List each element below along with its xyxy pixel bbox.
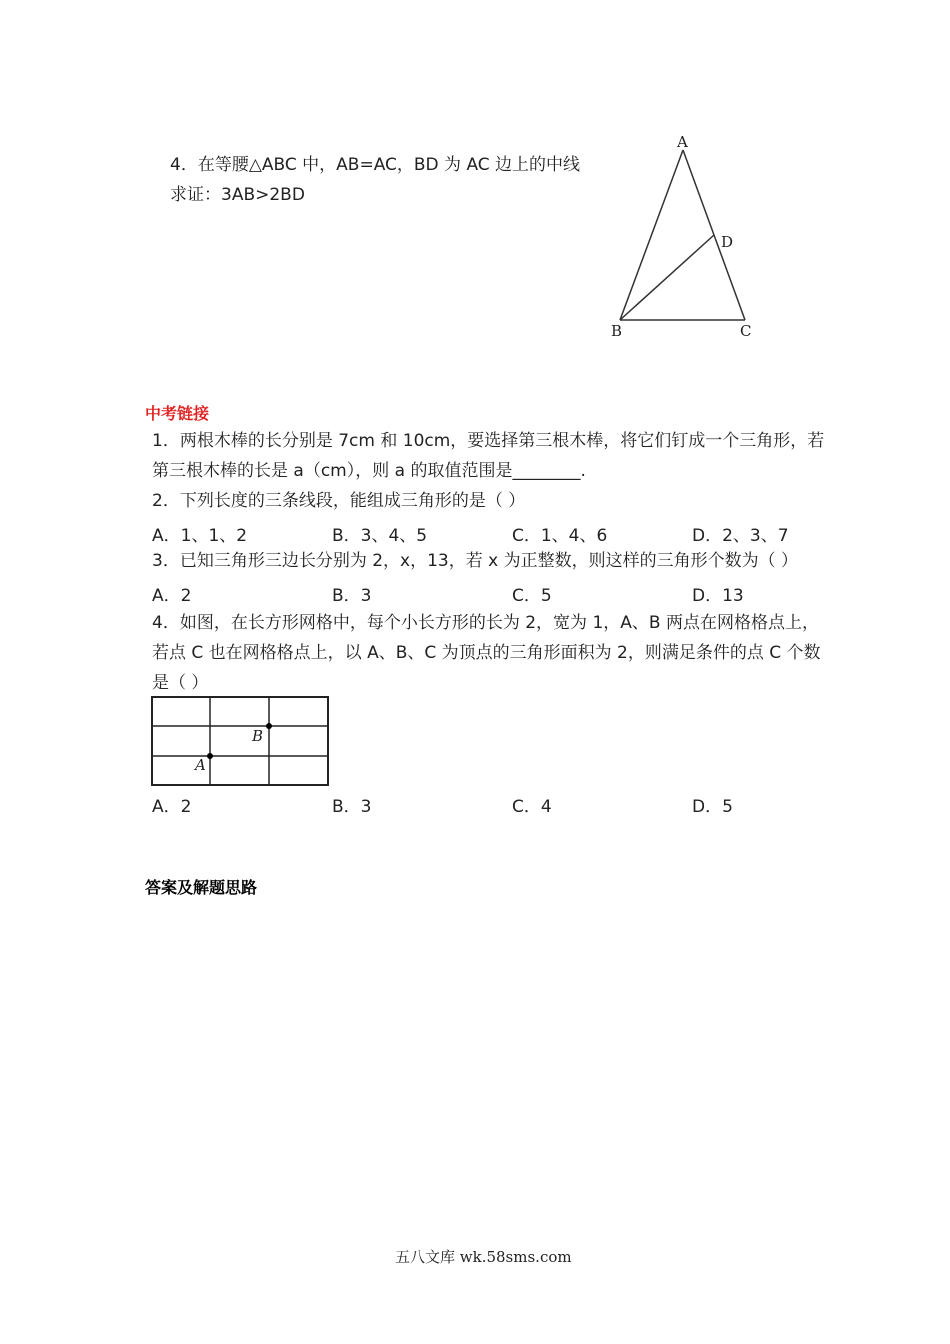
point-b <box>266 723 272 729</box>
label-grid-a: A <box>195 756 206 774</box>
q2-option-d: D．2、3、7 <box>692 526 789 546</box>
q3-option-d: D．13 <box>692 586 744 606</box>
label-a: A <box>677 133 688 151</box>
grid-border <box>152 697 328 785</box>
q4-line-3: 是（ ） <box>152 673 209 693</box>
isosceles-triangle-figure <box>600 130 770 345</box>
footer-watermark: 五八文库 wk.58sms.com <box>395 1248 572 1266</box>
q1-line-1: 1．两根木棒的长分别是 7cm 和 10cm，要选择第三根木棒，将它们钉成一个三角形，若 <box>152 431 825 451</box>
q4-option-d: D．5 <box>692 797 733 817</box>
median-bd <box>620 235 714 320</box>
q3-option-a: A．2 <box>152 586 192 606</box>
q2-option-a: A．1、1、2 <box>152 526 248 546</box>
q2-option-b: B．3、4、5 <box>332 526 428 546</box>
q4-option-a: A．2 <box>152 797 192 817</box>
q1-line-2: 第三根木棒的长是 a（cm），则 a 的取值范围是________. <box>152 461 586 481</box>
point-a <box>207 753 213 759</box>
label-b: B <box>611 322 623 340</box>
q3-option-b: B．3 <box>332 586 372 606</box>
label-d: D <box>721 233 734 251</box>
problem-4-line-1: 4．在等腰△ABC 中，AB=AC，BD 为 AC 边上的中线 <box>170 155 581 175</box>
problem-4-line-2: 求证：3AB>2BD <box>170 185 305 205</box>
q4-option-b: B．3 <box>332 797 372 817</box>
q4-option-c: C．4 <box>512 797 552 817</box>
q2-option-c: C．1、4、6 <box>512 526 608 546</box>
side-ab <box>620 150 683 320</box>
section-title: 中考链接 <box>145 404 210 423</box>
q4-line-1: 4．如图，在长方形网格中，每个小长方形的长为 2，宽为 1，A、B 两点在网格格点上， <box>152 613 819 633</box>
q2-line-1: 2．下列长度的三条线段，能组成三角形的是（ ） <box>152 491 526 511</box>
rectangle-grid-figure <box>150 695 332 787</box>
q4-line-2: 若点 C 也在网格格点上，以 A、B、C 为顶点的三角形面积为 2，则满足条件的点 C 个数 <box>152 643 821 663</box>
q3-line-1: 3．已知三角形三边长分别为 2，x，13，若 x 为正整数，则这样的三角形个数为（ ） <box>152 551 798 571</box>
label-c: C <box>740 322 752 340</box>
answers-title: 答案及解题思路 <box>145 878 258 897</box>
label-grid-b: B <box>252 727 264 745</box>
q3-option-c: C．5 <box>512 586 552 606</box>
